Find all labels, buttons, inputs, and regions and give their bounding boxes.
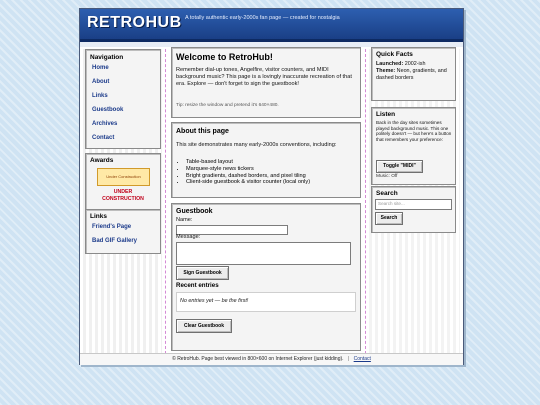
links-title: Links — [90, 213, 107, 220]
recent-entries-title: Recent entries — [176, 282, 219, 289]
navigation-box — [85, 49, 161, 149]
launched-label: Launched: — [376, 61, 404, 67]
listen-body: Back in the day sites sometimes played background music. This one politely doesn't — but here's a button that remembers your preference: — [376, 120, 452, 142]
site-tagline: A totally authentic early-2000s fan page — created for nostalgia — [185, 15, 340, 21]
clear-guestbook-button[interactable]: Clear Guestbook — [176, 319, 232, 333]
launched-value: 2002-ish — [404, 61, 426, 67]
welcome-tip: Tip: resize the window and pretend it's 640×480. — [176, 103, 279, 108]
nav-link-archives[interactable]: Archives — [92, 121, 118, 127]
about-bullet: • Marquee-style news tickers — [186, 166, 356, 173]
empty-entries-text: No entries yet — be the first! — [180, 298, 249, 304]
search-title: Search — [376, 190, 398, 197]
search-placeholder: Search site... — [378, 201, 405, 206]
search-box — [371, 186, 456, 233]
link-bad-gif-gallery[interactable]: Bad GIF Gallery — [92, 238, 138, 244]
about-bullet: • Client-side guestbook & visitor counter (local only) — [186, 179, 356, 186]
guestbook-name-label: Name: — [176, 217, 193, 223]
site-logo[interactable]: RETROHUB — [87, 14, 182, 31]
about-title: About this page — [176, 128, 229, 135]
badge-label: Under Construction — [106, 174, 141, 179]
under-construction-caption — [86, 189, 160, 202]
theme-value: Neon, gradients, and dashed borders — [376, 67, 447, 81]
about-bullet: • Bright gradients, dashed borders, and pixel tiling — [186, 173, 356, 180]
nav-link-guestbook[interactable]: Guestbook — [92, 107, 124, 113]
guestbook-title: Guestbook — [176, 208, 213, 215]
footer-contact-link[interactable]: Contact — [353, 356, 371, 362]
link-friends-page[interactable]: Friend's Page — [92, 224, 132, 230]
links-box — [85, 209, 161, 254]
site-header — [80, 9, 463, 42]
theme-label: Theme: — [376, 67, 396, 74]
search-input[interactable] — [375, 199, 452, 210]
page-footer — [80, 353, 463, 365]
guestbook-message-label: Message: — [176, 234, 201, 240]
awards-box — [85, 153, 161, 211]
under-construction-badge — [97, 168, 150, 186]
about-bullet: • Table-based layout — [186, 159, 356, 166]
welcome-title: Welcome to RetroHub! — [176, 52, 273, 62]
nav-link-home[interactable]: Home — [92, 65, 109, 71]
nav-link-about[interactable]: About — [92, 79, 110, 85]
quick-facts-box — [371, 47, 456, 101]
quick-facts-body — [376, 61, 452, 81]
nav-link-links[interactable]: Links — [92, 93, 108, 99]
music-status: Music: Off — [376, 174, 398, 179]
caption-line-2: CONSTRUCTION — [102, 195, 144, 202]
quick-facts-title: Quick Facts — [376, 51, 413, 58]
listen-title: Listen — [376, 111, 396, 118]
center-divider-right — [365, 49, 366, 354]
footer-text: © RetroHub. Page best viewed in 800×600 on Internet Explorer (just kidding). — [172, 356, 344, 362]
recent-entries-list — [176, 292, 356, 312]
nav-link-contact[interactable]: Contact — [92, 135, 115, 141]
search-button[interactable]: Search — [375, 212, 403, 225]
awards-title: Awards — [90, 157, 114, 164]
guestbook-box — [171, 203, 361, 351]
toggle-midi-button[interactable]: Toggle "MIDI" — [376, 160, 423, 173]
page-frame — [79, 8, 464, 365]
about-box — [171, 122, 361, 198]
listen-box — [371, 107, 456, 185]
about-intro: This site demonstrates many early-2000s conventions, including: — [176, 142, 337, 148]
center-divider-left — [165, 49, 166, 354]
guestbook-message-textarea[interactable] — [176, 242, 351, 265]
sign-guestbook-button[interactable]: Sign Guestbook — [176, 266, 229, 280]
welcome-box — [171, 47, 361, 118]
footer-separator: | — [347, 356, 350, 362]
caption-line-1: UNDER — [113, 189, 133, 195]
welcome-body: Remember dial-up tones, Angelfire, visitor counters, and MIDI background music? This page is a lovingly inaccurate recreation of that era. Explore — don't forget to sign the guestbook! — [176, 67, 352, 88]
about-bullets — [176, 159, 356, 186]
navigation-title: Navigation — [90, 54, 124, 61]
